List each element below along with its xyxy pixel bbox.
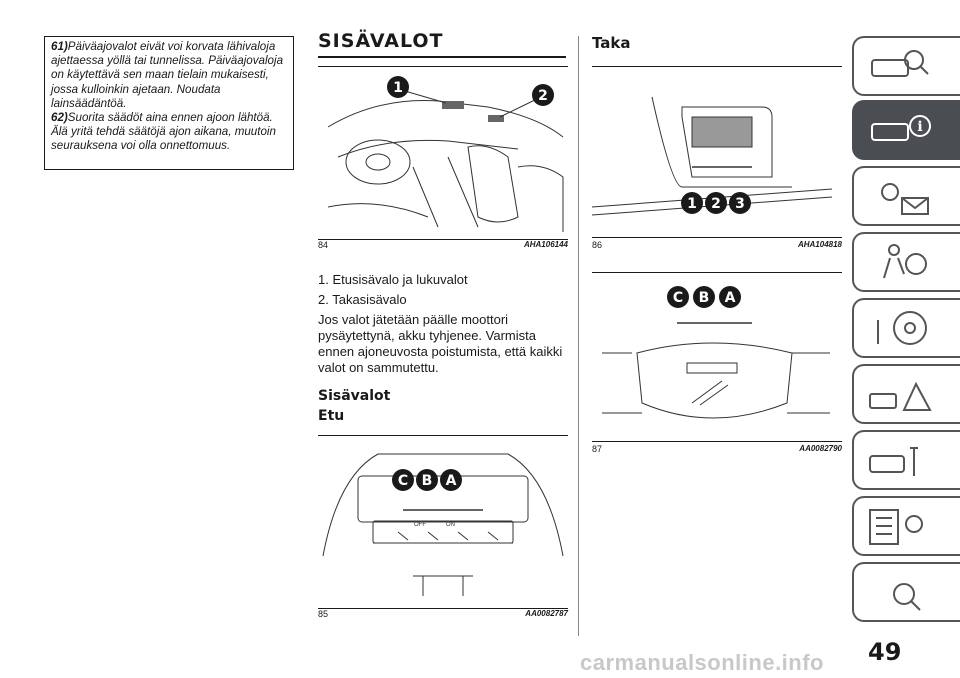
page-number: 49 — [868, 638, 902, 666]
section-title: SISÄVALOT — [318, 30, 566, 58]
tab-steering[interactable] — [852, 298, 960, 358]
watermark: carmanualsonline.info — [580, 650, 824, 675]
tab-index[interactable] — [852, 562, 960, 622]
list-item: 2. Takasisävalo — [318, 292, 407, 307]
figure-code: AA0082787 — [525, 609, 568, 618]
specs-icon — [854, 498, 954, 554]
callout-2: 2 — [711, 196, 721, 212]
tab-specs[interactable] — [852, 496, 960, 556]
warning-lights-icon — [854, 168, 954, 224]
car-info-icon — [854, 102, 954, 158]
list-item: 1. Etusisävalo ja lukuvalot — [318, 272, 468, 287]
svg-text:i: i — [917, 119, 923, 135]
car-search-icon — [854, 38, 954, 94]
on-label: ON — [446, 522, 455, 528]
note-text: Suorita säädöt aina ennen ajoon lähtöä. Älä yritä tehdä säätöjä ajon aikana, muutoin seurauksena voi olla onnettomuus. — [51, 111, 276, 153]
airbag-icon — [854, 234, 954, 290]
note-text: Päiväajovalot eivät voi korvata lähivaloja ajettaessa yöllä tai tunnelissa. Päiväajovaloja on käytettävä sen maan tielain mukaisesti, jossa kulloinkin ajetaan. Noudata lainsäädäntöä. — [51, 40, 284, 110]
figure-85 — [318, 435, 568, 619]
steering-icon — [854, 300, 954, 356]
index-icon — [854, 564, 954, 620]
sub-heading: Sisävalot — [318, 388, 391, 404]
note-number: 61) — [51, 40, 68, 53]
figure-number: 86 — [592, 240, 603, 250]
callout-1: 1 — [393, 80, 403, 96]
triangle-icon — [854, 366, 954, 422]
callout-b: B — [698, 290, 710, 306]
callout-1: 1 — [687, 196, 697, 212]
figure-code: AHA104818 — [797, 240, 842, 249]
figure-number: 87 — [592, 444, 603, 454]
figure-code: AA0082790 — [799, 444, 842, 453]
tab-warning-lights[interactable] — [852, 166, 960, 226]
off-label: OFF — [414, 522, 426, 528]
callout-c: C — [672, 290, 684, 306]
figure-86 — [592, 66, 842, 250]
tab-car-search[interactable] — [852, 36, 960, 96]
figure-87 — [592, 272, 842, 454]
tab-car-service[interactable] — [852, 430, 960, 490]
callout-2: 2 — [538, 88, 548, 104]
figure-number: 85 — [318, 609, 329, 619]
callout-c: C — [397, 473, 409, 489]
paragraph: Jos valot jätetään päälle moottori pysäytettynä, akku tyhjenee. Varmista ennen ajoneuvosta poistumista, että kaikki valot on sammutettu. — [318, 312, 563, 375]
callout-a: A — [445, 473, 457, 489]
figure-code: AHA106144 — [523, 240, 568, 249]
figure-84 — [318, 66, 568, 250]
rear-lamp-closeup-illustration — [592, 273, 842, 441]
callout-a: A — [724, 290, 736, 306]
note-number: 62) — [51, 111, 68, 125]
callout-b: B — [421, 473, 433, 489]
car-interior-illustration — [318, 67, 568, 239]
tab-triangle[interactable] — [852, 364, 960, 424]
front-light-illustration — [318, 436, 568, 608]
rear-heading: Taka — [592, 34, 631, 52]
list — [318, 272, 573, 376]
column-divider — [578, 36, 579, 636]
rear-light-illustration — [592, 67, 842, 237]
car-service-icon — [854, 432, 954, 488]
warning-box — [44, 36, 294, 170]
callout-3: 3 — [735, 196, 745, 212]
sub-heading: Etu — [318, 408, 345, 424]
figure-number: 84 — [318, 240, 329, 250]
tab-airbag[interactable] — [852, 232, 960, 292]
tab-car-info[interactable] — [852, 100, 960, 160]
